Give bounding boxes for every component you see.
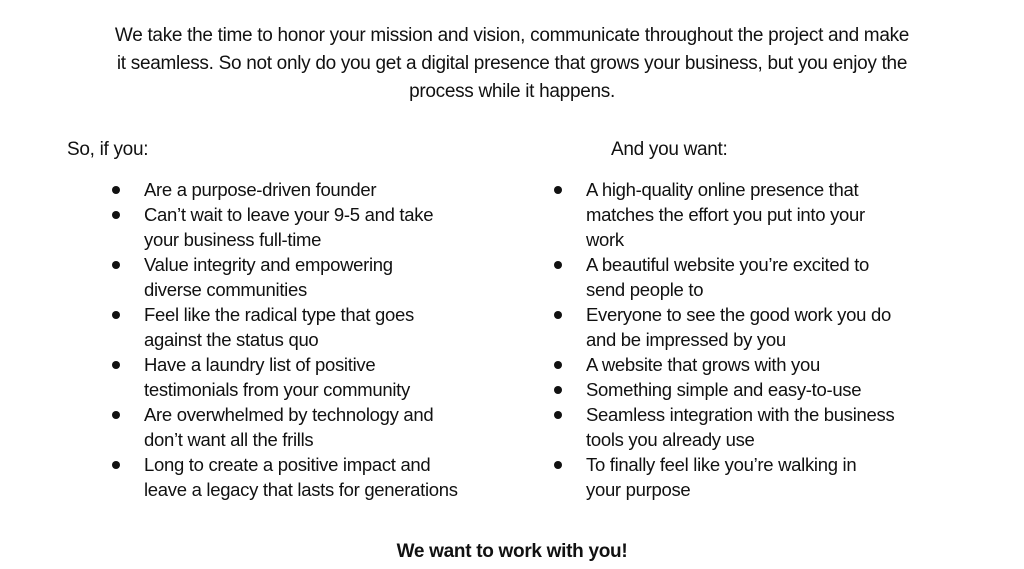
- bullet-item: [554, 377, 954, 402]
- bullet-item: [112, 302, 512, 352]
- bullet-item-line: don’t want all the frills: [144, 429, 314, 450]
- bullet-item-line: A beautiful website you’re excited to: [586, 254, 870, 275]
- bullet-dot-icon: [554, 361, 562, 369]
- bullet-item-line: Something simple and easy-to-use: [586, 379, 862, 400]
- bullet-dot-icon: [554, 386, 562, 394]
- closing-statement: We want to work with you!: [396, 541, 628, 562]
- bullet-item: [112, 252, 512, 302]
- bullet-item-line: Seamless integration with the business: [586, 404, 895, 425]
- bullet-item: [112, 452, 512, 502]
- bullet-item-line: Have a laundry list of positive: [144, 354, 376, 375]
- bullet-item: [112, 352, 512, 402]
- bullet-item: [112, 202, 512, 252]
- bullet-item-line: Value integrity and empowering: [144, 254, 393, 275]
- bullet-item-line: work: [586, 229, 624, 250]
- bullet-item: [554, 252, 954, 302]
- bullet-item-line: your purpose: [586, 479, 691, 500]
- left-column-heading: So, if you:: [67, 139, 149, 160]
- bullet-dot-icon: [112, 311, 120, 319]
- bullet-item: [554, 177, 954, 252]
- bullet-dot-icon: [112, 411, 120, 419]
- intro-line: We take the time to honor your mission and vision, communicate throughout the project and make: [114, 25, 910, 46]
- bullet-item-line: and be impressed by you: [586, 329, 786, 350]
- bullet-item-line: matches the effort you put into your: [586, 204, 865, 225]
- bullet-dot-icon: [554, 186, 562, 194]
- bullet-item: [554, 402, 954, 452]
- bullet-item-line: diverse communities: [144, 279, 307, 300]
- bullet-item: [554, 302, 954, 352]
- bullet-item-line: A high-quality online presence that: [586, 179, 859, 200]
- bullet-item-line: Long to create a positive impact and: [144, 454, 431, 475]
- intro-line: it seamless. So not only do you get a digital presence that grows your business, but you enjoy the: [116, 53, 908, 74]
- bullet-item-line: testimonials from your community: [144, 379, 410, 400]
- intro-line: process while it happens.: [409, 81, 615, 102]
- bullet-dot-icon: [554, 311, 562, 319]
- bullet-item: [554, 352, 954, 377]
- left-bullet-list: [112, 177, 512, 502]
- bullet-item-line: your business full-time: [144, 229, 322, 250]
- bullet-item-line: against the status quo: [144, 329, 319, 350]
- bullet-item-line: Feel like the radical type that goes: [144, 304, 414, 325]
- bullet-dot-icon: [112, 461, 120, 469]
- bullet-item-line: Everyone to see the good work you do: [586, 304, 891, 325]
- bullet-item-line: tools you already use: [586, 429, 755, 450]
- bullet-item: [554, 452, 954, 502]
- bullet-item: [112, 402, 512, 452]
- bullet-dot-icon: [112, 186, 120, 194]
- bullet-dot-icon: [112, 211, 120, 219]
- bullet-item-line: To finally feel like you’re walking in: [586, 454, 857, 475]
- bullet-dot-icon: [112, 361, 120, 369]
- bullet-dot-icon: [112, 261, 120, 269]
- right-bullet-list: [554, 177, 954, 502]
- bullet-dot-icon: [554, 261, 562, 269]
- bullet-dot-icon: [554, 411, 562, 419]
- bullet-item: [112, 177, 512, 202]
- bullet-item-line: A website that grows with you: [586, 354, 820, 375]
- bullet-item-line: Can’t wait to leave your 9-5 and take: [144, 204, 434, 225]
- bullet-dot-icon: [554, 461, 562, 469]
- bullet-item-line: Are a purpose-driven founder: [144, 179, 377, 200]
- bullet-item-line: send people to: [586, 279, 704, 300]
- bullet-item-line: Are overwhelmed by technology and: [144, 404, 434, 425]
- bullet-item-line: leave a legacy that lasts for generations: [144, 479, 458, 500]
- intro-paragraph: [60, 22, 964, 106]
- right-column-heading: And you want:: [611, 139, 728, 160]
